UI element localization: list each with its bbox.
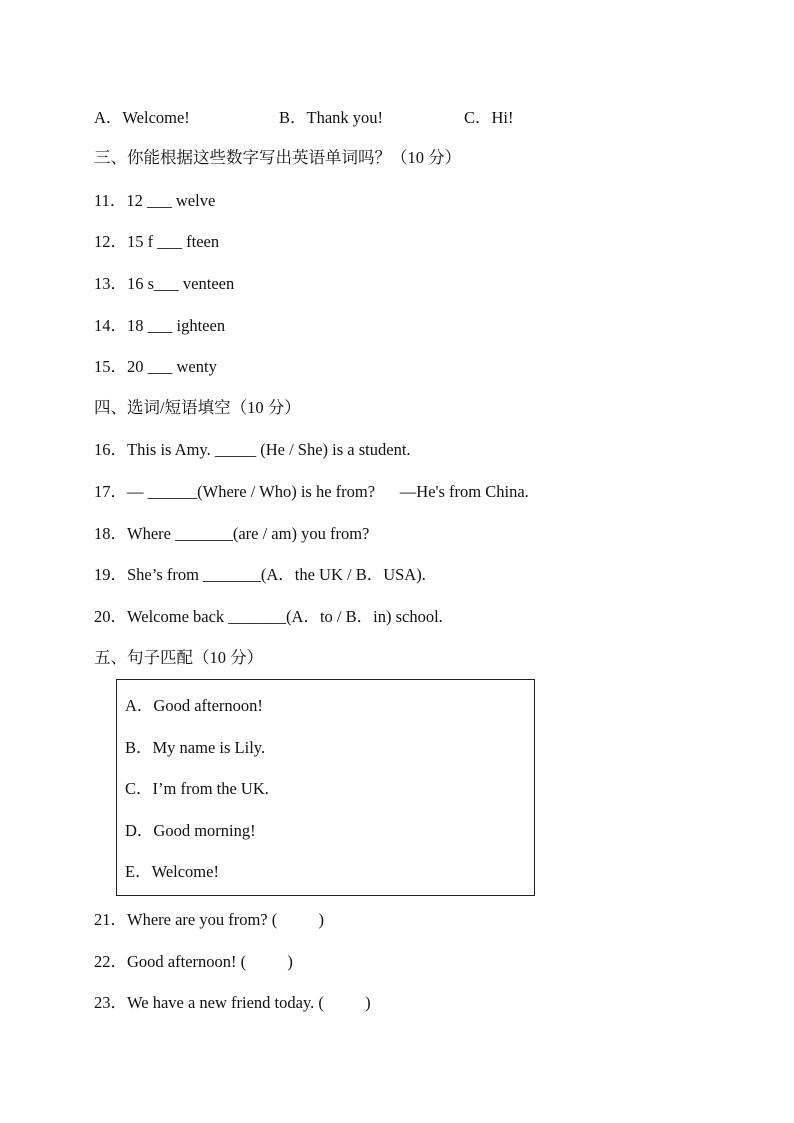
- q10-option-a: A．Welcome!: [94, 108, 190, 127]
- section-5-title: 五、句子匹配（10 分）: [94, 648, 264, 667]
- question-13: 13．16 s___ venteen: [94, 274, 235, 293]
- q10-option-c: C．Hi!: [464, 108, 514, 127]
- question-14: 14．18 ___ ighteen: [94, 316, 226, 335]
- section-4-title: 四、选词/短语填空（10 分）: [94, 398, 301, 417]
- question-15: 15．20 ___ wenty: [94, 357, 217, 376]
- q10-options-row: [94, 107, 694, 129]
- question-11: 11．12 ___ welve: [94, 191, 216, 210]
- question-21: 21．Where are you from? ( ): [94, 910, 324, 929]
- section-3-title: 三、你能根据这些数字写出英语单词吗？（10 分）: [94, 148, 462, 167]
- question-17: 17．— ______(Where / Who) is he from? —He's from China.: [94, 482, 529, 501]
- box-option-a: A．Good afternoon!: [125, 696, 263, 715]
- question-16: 16．This is Amy. _____ (He / She) is a student.: [94, 440, 411, 459]
- question-12: 12．15 f ___ fteen: [94, 232, 220, 251]
- question-22: 22．Good afternoon! ( ): [94, 952, 293, 971]
- box-option-c: C．I’m from the UK.: [125, 779, 269, 798]
- question-23: 23．We have a new friend today. ( ): [94, 993, 371, 1012]
- matching-options-box: [116, 679, 535, 896]
- q10-option-b: B．Thank you!: [279, 108, 384, 127]
- question-20: 20．Welcome back _______(A．to / B．in) school.: [94, 607, 443, 626]
- question-19: 19．She’s from _______(A．the UK / B．USA).: [94, 565, 426, 584]
- box-option-b: B．My name is Lily.: [125, 738, 266, 757]
- box-option-e: E．Welcome!: [125, 862, 219, 881]
- question-18: 18．Where _______(are / am) you from?: [94, 524, 370, 543]
- box-option-d: D．Good morning!: [125, 821, 256, 840]
